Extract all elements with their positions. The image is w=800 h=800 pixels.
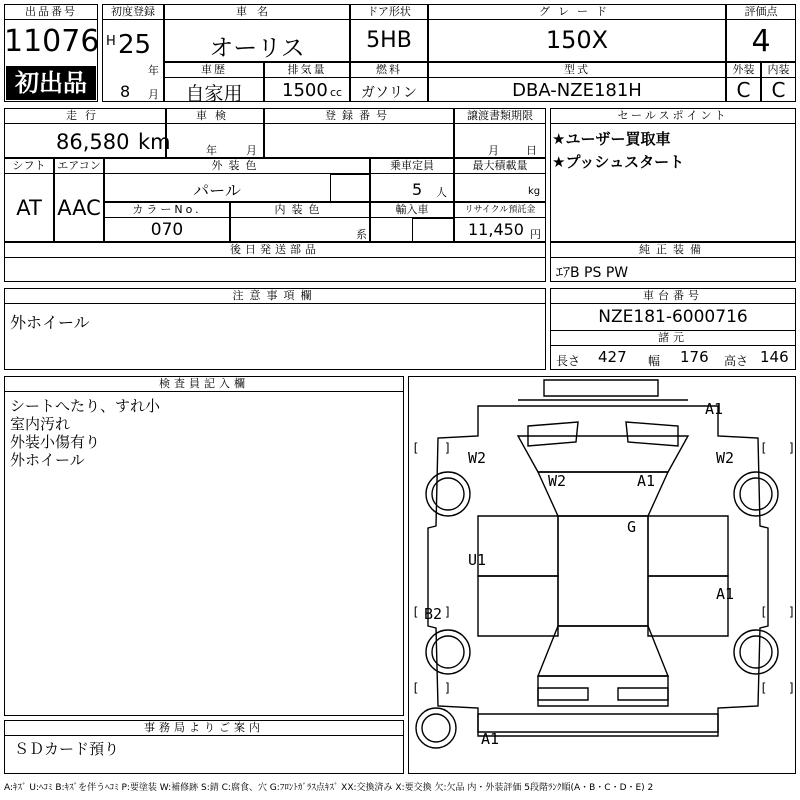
reg-month: 8 (120, 82, 131, 101)
ac-label: エアコン (54, 158, 104, 174)
svg-text:[: [ (412, 681, 420, 695)
first-reg-label: 初度登録 (102, 4, 164, 20)
height: 146 (760, 348, 789, 366)
history: 自家用 (185, 83, 243, 105)
recycle-amount: 11,450 (468, 220, 524, 239)
ext-color-label: 外装色 (104, 158, 370, 174)
max-load-label: 最大積載量 (454, 158, 546, 174)
int-color-label: 内装色 (230, 202, 370, 218)
length-label: 長さ (556, 354, 581, 368)
era: H (106, 34, 116, 49)
displacement: 1500 (282, 80, 328, 101)
legend: A:ｷｽﾞ U:ﾍｺﾐ B:ｷｽﾞを伴うﾍｺﾐ P:要塗装 W:補修跡 S:錆 C:腐食、穴 G:ﾌﾛﾝﾄｶﾞﾗｽ点ｷｽﾞ XX:交換済み X:要交換 欠:欠品 内・外装評価 5段階ﾗﾝｸ順(A・B・C・D・E) 2 (4, 783, 654, 793)
damage-mark: U1 (468, 551, 487, 569)
mileage-label: 走行 (4, 108, 166, 124)
max-load-unit: kg (528, 186, 541, 197)
svg-text:[: [ (412, 441, 420, 455)
interior-grade: C (771, 78, 786, 102)
damage-mark: B2 (424, 605, 443, 623)
genuine-equipment: ｴｱB PS PW (556, 265, 629, 281)
svg-text:]: ] (444, 681, 452, 695)
displacement-unit: cc (330, 86, 343, 99)
recycle-unit: 円 (530, 228, 541, 241)
width-label: 幅 (648, 354, 661, 368)
ext-color: パール (193, 181, 241, 200)
inspector-line: 外装小傷有り (10, 433, 101, 451)
inspection-year-unit: 年 (206, 144, 217, 157)
inspector-line: 外ホイール (10, 451, 85, 469)
exterior-label: 外装 (726, 62, 761, 78)
damage-mark: G (627, 518, 637, 536)
import-sub (412, 218, 454, 242)
inspector-line: シートへたり、すれ小 (10, 397, 161, 415)
first-listing-badge: 初出品 (6, 66, 96, 100)
color-no-label: カラーNo. (104, 202, 230, 218)
chassis-label: 車台番号 (550, 288, 796, 304)
int-color-unit: 系 (356, 228, 367, 241)
mileage-unit: km (138, 130, 171, 154)
interior-label: 内装 (761, 62, 796, 78)
later-parts-label: 後日発送部品 (4, 242, 546, 258)
score-label: 評価点 (726, 4, 796, 20)
lot-label: 出品番号 (4, 4, 98, 20)
color-no: 070 (150, 220, 184, 240)
transfer-day: 日 (526, 144, 537, 157)
transfer-month: 月 (488, 144, 499, 157)
door-label: ドア形状 (350, 4, 428, 20)
history-label: 車歴 (164, 62, 264, 78)
svg-text:]: ] (444, 605, 452, 619)
svg-text:[: [ (760, 605, 768, 619)
grade-label: グレード (428, 4, 726, 20)
fuel-label: 燃料 (350, 62, 428, 78)
car-name: オーリス (209, 34, 305, 62)
capacity-label: 乗車定員 (370, 158, 454, 174)
sales-point-item: ★プッシュスタート (552, 153, 685, 171)
model-label: 型式 (428, 62, 726, 78)
office-label: 事務局よりご案内 (4, 720, 404, 736)
reg-year-unit: 年 (148, 64, 159, 77)
inspection-label: 車検 (166, 108, 264, 124)
shift: AT (16, 196, 42, 220)
sales-point-item: ★ユーザー買取車 (552, 130, 671, 148)
specs-label: 諸元 (550, 330, 796, 346)
length: 427 (598, 348, 627, 366)
transfer-label: 譲渡書類期限 (454, 108, 546, 124)
svg-text:]: ] (788, 441, 796, 455)
damage-mark: A1 (716, 585, 735, 603)
damage-mark: A1 (481, 730, 500, 748)
genuine-label: 純正装備 (550, 242, 796, 258)
inspector-line: 室内汚れ (10, 415, 71, 433)
reg-no-label: 登録番号 (264, 108, 454, 124)
grade: 150X (545, 26, 609, 54)
notes-text: 外ホイール (10, 313, 90, 332)
office-notice: ＳＤカード預り (14, 740, 120, 758)
exterior-grade: C (736, 78, 751, 102)
width: 176 (680, 348, 709, 366)
capacity-unit: 人 (436, 186, 447, 199)
import-label: 輸入車 (370, 202, 454, 218)
ac: AAC (57, 196, 101, 220)
svg-text:[: [ (760, 441, 768, 455)
svg-text:]: ] (444, 441, 452, 455)
damage-mark: W2 (716, 449, 735, 467)
inspection-month-unit: 月 (246, 144, 257, 157)
shift-label: シフト (4, 158, 54, 174)
svg-text:[: [ (412, 605, 420, 619)
reg-year: 25 (118, 30, 152, 60)
chassis-number: NZE181-6000716 (598, 307, 748, 327)
model: DBA-NZE181H (512, 80, 642, 101)
door-shape: 5HB (366, 28, 412, 53)
displacement-label: 排気量 (264, 62, 350, 78)
damage-mark: W2 (468, 449, 487, 467)
damage-mark: A1 (705, 400, 724, 418)
fuel: ガソリン (361, 85, 417, 101)
height-label: 高さ (724, 354, 749, 368)
score: 4 (751, 24, 771, 59)
inspector-label: 検査員記入欄 (4, 376, 404, 392)
ext-color-sub (330, 174, 370, 202)
car-diagram (408, 376, 796, 774)
capacity: 5 (412, 180, 423, 199)
notes-label: 注意事項欄 (4, 288, 546, 304)
sales-points-label: セールスポイント (550, 108, 796, 124)
lot-number: 11076 (4, 24, 100, 59)
reg-month-unit: 月 (148, 88, 159, 101)
svg-text:[: [ (760, 681, 768, 695)
svg-text:]: ] (788, 605, 796, 619)
damage-mark: W2 (548, 472, 567, 490)
mileage: 86,580 (56, 130, 130, 154)
damage-mark: A1 (637, 472, 656, 490)
svg-text:]: ] (788, 681, 796, 695)
car-name-label: 車名 (164, 4, 350, 20)
recycle-label: リサイクル預託金 (454, 202, 546, 218)
